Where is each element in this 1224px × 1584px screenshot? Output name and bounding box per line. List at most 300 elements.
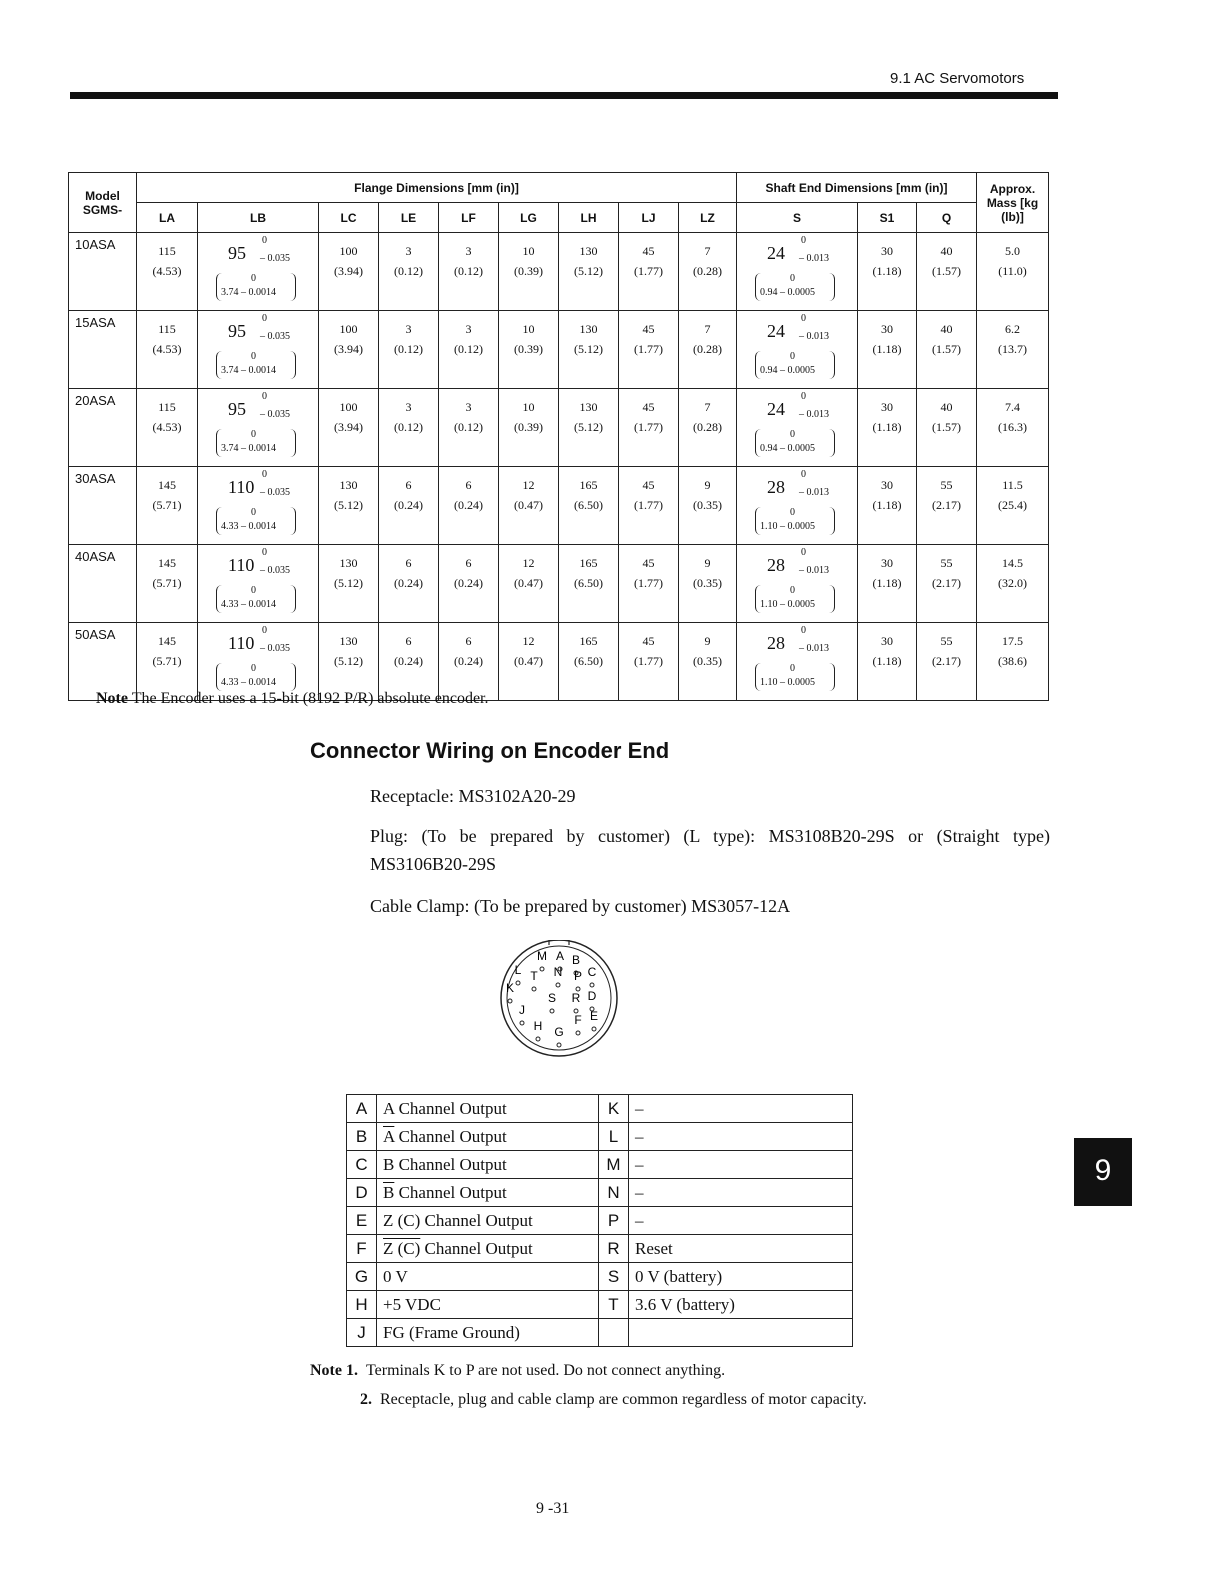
upper-tolerance: 0 xyxy=(262,235,267,246)
inch-value: (2.17) xyxy=(932,498,961,512)
column-header-la: LA xyxy=(137,203,198,233)
pin-row xyxy=(347,1151,853,1179)
table-row xyxy=(69,233,1049,311)
cell-le xyxy=(379,467,439,545)
cell-lf xyxy=(439,467,499,545)
cell-s1 xyxy=(858,545,917,623)
pin-hole-h xyxy=(536,1037,540,1041)
nominal-value: 95 xyxy=(228,243,246,263)
cell-lb xyxy=(198,623,319,701)
mm-value: 10 xyxy=(522,400,535,414)
pin-letter xyxy=(599,1319,629,1347)
nominal-value: 28 xyxy=(767,477,785,497)
mm-value: 145 xyxy=(158,634,176,648)
pin-signal: Reset xyxy=(629,1235,853,1263)
signal-text: Channel Output xyxy=(420,1238,533,1258)
inch-value: (5.12) xyxy=(334,654,363,668)
mm-value: 165 xyxy=(579,478,598,492)
pin-signal: – xyxy=(629,1095,853,1123)
pin-row xyxy=(347,1179,853,1207)
signal-overline: Z (C) xyxy=(383,1238,421,1258)
upper-tolerance: 0 xyxy=(801,469,806,480)
inch-value: (0.35) xyxy=(693,576,722,590)
cell-la xyxy=(137,467,198,545)
connector-pin-diagram xyxy=(494,940,624,1060)
pin-row xyxy=(347,1095,853,1123)
cell-lf xyxy=(439,545,499,623)
signal-text: Channel Output xyxy=(394,1182,507,1202)
cell-lf xyxy=(439,389,499,467)
inch-lower: 4.33 – 0.0014 xyxy=(221,521,276,532)
inch-value: (1.77) xyxy=(634,420,663,434)
inch-value: (1.57) xyxy=(932,342,961,356)
pin-letter: B xyxy=(347,1123,377,1151)
signal-text: Channel Output xyxy=(394,1126,507,1146)
mm-value: 130 xyxy=(579,322,598,336)
inch-value: (5.71) xyxy=(152,498,182,512)
table-row xyxy=(69,311,1049,389)
inch-tolerance xyxy=(755,273,835,301)
inch-value: (32.0) xyxy=(998,576,1027,590)
mm-value: 100 xyxy=(339,244,358,258)
cell-lb xyxy=(198,233,319,311)
cell-lc xyxy=(319,623,379,701)
mm-value: 100 xyxy=(339,400,358,414)
column-header-lh: LH xyxy=(559,203,619,233)
mm-value: 12 xyxy=(522,556,535,570)
pin-row xyxy=(347,1291,853,1319)
upper-tolerance: 0 xyxy=(262,547,267,558)
mm-value: 5.0 xyxy=(1005,244,1020,258)
flange-header: Flange Dimensions [mm (in)] xyxy=(137,173,737,203)
column-header-lb: LB xyxy=(198,203,319,233)
cell-lg xyxy=(499,389,559,467)
inch-upper: 0 xyxy=(251,585,256,596)
cell-mass xyxy=(977,545,1049,623)
cell-lb xyxy=(198,467,319,545)
inch-value: (5.12) xyxy=(574,264,603,278)
cell-le xyxy=(379,389,439,467)
inch-value: (1.18) xyxy=(872,576,902,590)
model-cell: 30ASA xyxy=(69,467,137,545)
pin-hole-k xyxy=(508,999,512,1003)
cell-lg xyxy=(499,545,559,623)
inch-value: (1.18) xyxy=(872,498,902,512)
pin-label-m: M xyxy=(537,949,547,963)
cell-la xyxy=(137,233,198,311)
note-1-label: Note 1. xyxy=(310,1362,358,1379)
mm-value: 30 xyxy=(881,634,893,648)
pin-signal xyxy=(377,1095,599,1123)
cell-lb xyxy=(198,389,319,467)
mm-value: 6 xyxy=(405,634,412,648)
pin-letter: K xyxy=(599,1095,629,1123)
mm-value: 145 xyxy=(158,556,176,570)
inch-value: (5.12) xyxy=(574,342,603,356)
cell-q xyxy=(917,233,977,311)
inch-value: (0.28) xyxy=(693,420,722,434)
mm-value: 115 xyxy=(158,322,176,336)
upper-tolerance: 0 xyxy=(262,313,267,324)
pin-letter: F xyxy=(347,1235,377,1263)
inch-lower: 0.94 – 0.0005 xyxy=(760,287,815,298)
inch-value: (0.47) xyxy=(514,576,543,590)
mm-value: 6 xyxy=(465,478,472,492)
nominal-value: 95 xyxy=(228,321,246,341)
inch-value: (4.53) xyxy=(152,342,182,356)
signal-text: FG (Frame Ground) xyxy=(383,1322,520,1342)
cell-s xyxy=(737,233,858,311)
inch-value: (0.24) xyxy=(454,654,483,668)
cell-lj xyxy=(619,311,679,389)
lower-tolerance: – 0.035 xyxy=(260,409,290,420)
pin-letter: E xyxy=(347,1207,377,1235)
cell-lg xyxy=(499,623,559,701)
mm-value: 165 xyxy=(579,556,598,570)
pin-signal: – xyxy=(629,1179,853,1207)
pin-signal xyxy=(377,1123,599,1151)
inch-value: (25.4) xyxy=(998,498,1027,512)
inch-value: (0.24) xyxy=(394,576,423,590)
mm-value: 130 xyxy=(339,478,358,492)
mm-value: 145 xyxy=(158,478,176,492)
column-header-le: LE xyxy=(379,203,439,233)
pin-signal xyxy=(377,1179,599,1207)
pin-signal: – xyxy=(629,1151,853,1179)
column-header-lg: LG xyxy=(499,203,559,233)
cell-la xyxy=(137,311,198,389)
mm-value: 3 xyxy=(465,244,472,258)
nominal-value: 28 xyxy=(767,555,785,575)
mm-value: 115 xyxy=(158,400,176,414)
note-text: The Encoder uses a 15-bit (8192 P/R) absolute encoder. xyxy=(131,690,489,707)
pin-letter: J xyxy=(347,1319,377,1347)
cell-s xyxy=(737,545,858,623)
inch-value: (4.53) xyxy=(152,420,182,434)
inch-value: (0.35) xyxy=(693,654,722,668)
cell-mass xyxy=(977,389,1049,467)
pin-letter: D xyxy=(347,1179,377,1207)
mm-value: 6 xyxy=(405,478,412,492)
pin-hole-g xyxy=(557,1043,561,1047)
mass-header: Approx. Mass [kg (lb)] xyxy=(977,173,1049,233)
upper-tolerance: 0 xyxy=(801,313,806,324)
signal-text: 0 V xyxy=(383,1266,408,1286)
inch-upper: 0 xyxy=(251,273,256,284)
inch-value: (0.47) xyxy=(514,654,543,668)
cell-la xyxy=(137,545,198,623)
inch-value: (5.12) xyxy=(334,576,363,590)
mm-value: 55 xyxy=(940,556,953,570)
header-rule xyxy=(70,92,1058,99)
cell-le xyxy=(379,311,439,389)
model-cell: 10ASA xyxy=(69,233,137,311)
cell-lb xyxy=(198,545,319,623)
inch-value: (1.77) xyxy=(634,576,663,590)
mm-value: 9 xyxy=(704,478,711,492)
upper-tolerance: 0 xyxy=(801,235,806,246)
nominal-value: 24 xyxy=(767,321,785,341)
mm-value: 7.4 xyxy=(1005,400,1020,414)
mm-value: 130 xyxy=(579,400,598,414)
cell-lz xyxy=(679,389,737,467)
cell-la xyxy=(137,623,198,701)
note-1 xyxy=(310,1362,725,1380)
inch-value: (1.77) xyxy=(634,498,663,512)
mm-value: 6.2 xyxy=(1005,322,1020,336)
cell-lc xyxy=(319,311,379,389)
pin-label-k: K xyxy=(505,981,515,995)
lower-tolerance: – 0.013 xyxy=(799,253,829,264)
mm-value: 40 xyxy=(940,244,953,258)
cell-q xyxy=(917,545,977,623)
inch-lower: 3.74 – 0.0014 xyxy=(221,365,276,376)
pin-hole-c xyxy=(590,983,594,987)
cell-lb xyxy=(198,311,319,389)
cell-q xyxy=(917,623,977,701)
pin-label-a: A xyxy=(555,949,565,963)
inch-value: (0.12) xyxy=(394,420,423,434)
table-row xyxy=(69,389,1049,467)
cell-lf xyxy=(439,233,499,311)
inch-lower: 0.94 – 0.0005 xyxy=(760,443,815,454)
inch-tolerance xyxy=(755,429,835,457)
inch-value: (11.0) xyxy=(998,264,1027,278)
mm-value: 30 xyxy=(881,322,893,336)
mm-value: 165 xyxy=(579,634,598,648)
cell-lc xyxy=(319,467,379,545)
table-row xyxy=(69,623,1049,701)
inch-tolerance xyxy=(755,507,835,535)
column-header-lc: LC xyxy=(319,203,379,233)
cell-le xyxy=(379,233,439,311)
mm-value: 130 xyxy=(579,244,598,258)
inch-value: (0.39) xyxy=(514,420,543,434)
inch-value: (0.28) xyxy=(693,342,722,356)
pin-row xyxy=(347,1123,853,1151)
plug-text: Plug: (To be prepared by customer) (L type): MS3108B20-29S or (Straight type) MS3106B20-29S xyxy=(370,826,1050,874)
inch-lower: 1.10 – 0.0005 xyxy=(760,521,815,532)
inch-value: (16.3) xyxy=(998,420,1027,434)
inch-value: (0.24) xyxy=(394,498,423,512)
mm-value: 130 xyxy=(339,556,358,570)
column-header-lz: LZ xyxy=(679,203,737,233)
pin-assignment-table xyxy=(346,1094,853,1347)
pin-hole-l xyxy=(516,981,520,985)
mm-value: 3 xyxy=(405,244,412,258)
cell-lz xyxy=(679,545,737,623)
dimensions-table xyxy=(68,172,1049,701)
inch-value: (3.94) xyxy=(334,420,363,434)
lower-tolerance: – 0.013 xyxy=(799,643,829,654)
cell-mass xyxy=(977,467,1049,545)
cell-lc xyxy=(319,389,379,467)
inch-tolerance xyxy=(216,351,296,379)
pin-hole-m xyxy=(540,967,544,971)
column-header-lf: LF xyxy=(439,203,499,233)
inch-value: (0.12) xyxy=(454,420,483,434)
inch-tolerance xyxy=(216,429,296,457)
inch-value: (6.50) xyxy=(574,654,603,668)
inch-value: (0.24) xyxy=(394,654,423,668)
mm-value: 45 xyxy=(642,478,655,492)
signal-text: Z (C) Channel Output xyxy=(383,1210,533,1230)
nominal-value: 110 xyxy=(228,477,255,497)
cell-lc xyxy=(319,233,379,311)
table-row xyxy=(69,467,1049,545)
model-cell: 20ASA xyxy=(69,389,137,467)
inch-upper: 0 xyxy=(790,663,795,674)
inch-value: (0.28) xyxy=(693,264,722,278)
model-cell: 40ASA xyxy=(69,545,137,623)
cell-s xyxy=(737,623,858,701)
cell-lg xyxy=(499,467,559,545)
signal-overline: $\overline{A}$ xyxy=(383,1126,395,1146)
inch-value: (6.50) xyxy=(574,576,603,590)
pin-signal xyxy=(629,1319,853,1347)
column-header-q: Q xyxy=(917,203,977,233)
pin-row xyxy=(347,1235,853,1263)
pin-letter: A xyxy=(347,1095,377,1123)
inch-value: (0.12) xyxy=(454,264,483,278)
lower-tolerance: – 0.013 xyxy=(799,409,829,420)
inch-value: (4.53) xyxy=(152,264,182,278)
mm-value: 30 xyxy=(881,478,893,492)
pin-signal xyxy=(377,1291,599,1319)
pin-label-g: G xyxy=(554,1025,564,1039)
inch-upper: 0 xyxy=(251,507,256,518)
inch-tolerance xyxy=(216,507,296,535)
inch-upper: 0 xyxy=(790,351,795,362)
cell-le xyxy=(379,545,439,623)
pin-label-f: F xyxy=(574,1013,582,1027)
inch-value: (0.39) xyxy=(514,342,543,356)
cell-lz xyxy=(679,623,737,701)
inch-value: (5.12) xyxy=(574,420,603,434)
lower-tolerance: – 0.013 xyxy=(799,331,829,342)
pin-letter: N xyxy=(599,1179,629,1207)
cell-lz xyxy=(679,233,737,311)
mm-value: 7 xyxy=(704,244,711,258)
inch-value: (1.18) xyxy=(872,420,902,434)
mm-value: 3 xyxy=(405,400,412,414)
lower-tolerance: – 0.035 xyxy=(260,643,290,654)
cell-q xyxy=(917,311,977,389)
pin-letter: G xyxy=(347,1263,377,1291)
cell-lh xyxy=(559,467,619,545)
inch-upper: 0 xyxy=(251,429,256,440)
mm-value: 30 xyxy=(881,556,893,570)
model-header: Model SGMS- xyxy=(69,173,137,233)
cell-lj xyxy=(619,233,679,311)
inch-tolerance xyxy=(216,273,296,301)
mm-value: 3 xyxy=(465,400,472,414)
inch-value: (5.12) xyxy=(334,498,363,512)
inch-value: (5.71) xyxy=(152,576,182,590)
cell-lc xyxy=(319,545,379,623)
note-label: Note xyxy=(96,690,128,707)
upper-tolerance: 0 xyxy=(801,625,806,636)
pin-signal xyxy=(377,1319,599,1347)
inch-value: (0.47) xyxy=(514,498,543,512)
pin-label-r: R xyxy=(571,991,581,1005)
mm-value: 3 xyxy=(465,322,472,336)
mm-value: 45 xyxy=(642,556,655,570)
inch-value: (1.18) xyxy=(872,264,902,278)
cell-lh xyxy=(559,233,619,311)
inch-value: (0.35) xyxy=(693,498,722,512)
inch-tolerance xyxy=(216,585,296,613)
pin-letter: M xyxy=(599,1151,629,1179)
mm-value: 10 xyxy=(522,322,535,336)
cell-q xyxy=(917,467,977,545)
chapter-tab: 9 xyxy=(1074,1138,1132,1206)
inch-upper: 0 xyxy=(251,351,256,362)
mm-value: 45 xyxy=(642,322,655,336)
inch-value: (0.24) xyxy=(454,498,483,512)
inch-value: (0.12) xyxy=(394,342,423,356)
pin-letter: S xyxy=(599,1263,629,1291)
mm-value: 9 xyxy=(704,634,711,648)
mm-value: 12 xyxy=(522,478,535,492)
inch-value: (1.57) xyxy=(932,264,961,278)
inch-value: (1.18) xyxy=(872,342,902,356)
mm-value: 17.5 xyxy=(1002,634,1023,648)
cell-lj xyxy=(619,545,679,623)
pin-label-j: J xyxy=(519,1003,525,1017)
pin-letter: P xyxy=(599,1207,629,1235)
cell-lh xyxy=(559,623,619,701)
inch-value: (0.24) xyxy=(454,576,483,590)
lower-tolerance: – 0.013 xyxy=(799,565,829,576)
column-header-lj: LJ xyxy=(619,203,679,233)
inch-value: (0.12) xyxy=(454,342,483,356)
pin-label-s: S xyxy=(547,991,557,1005)
cell-lh xyxy=(559,545,619,623)
mm-value: 10 xyxy=(522,244,535,258)
inch-lower: 3.74 – 0.0014 xyxy=(221,287,276,298)
mm-value: 14.5 xyxy=(1002,556,1023,570)
inch-lower: 1.10 – 0.0005 xyxy=(760,599,815,610)
table-row xyxy=(69,545,1049,623)
cell-lh xyxy=(559,311,619,389)
cell-lf xyxy=(439,623,499,701)
inch-lower: 0.94 – 0.0005 xyxy=(760,365,815,376)
pin-label-p: P xyxy=(573,969,583,983)
pin-label-t: T xyxy=(530,969,538,983)
inch-value: (1.77) xyxy=(634,654,663,668)
pin-row xyxy=(347,1207,853,1235)
pin-hole-t xyxy=(532,987,536,991)
model-cell: 15ASA xyxy=(69,311,137,389)
cell-mass xyxy=(977,623,1049,701)
inch-value: (38.6) xyxy=(998,654,1027,668)
cell-s xyxy=(737,311,858,389)
pin-letter: C xyxy=(347,1151,377,1179)
lower-tolerance: – 0.035 xyxy=(260,565,290,576)
cell-lf xyxy=(439,311,499,389)
pin-signal xyxy=(377,1207,599,1235)
cell-lz xyxy=(679,467,737,545)
section-title: Connector Wiring on Encoder End xyxy=(310,738,670,763)
inch-tolerance xyxy=(755,663,835,691)
pin-letter: R xyxy=(599,1235,629,1263)
inch-lower: 4.33 – 0.0014 xyxy=(221,599,276,610)
mm-value: 130 xyxy=(339,634,358,648)
mm-value: 6 xyxy=(465,634,472,648)
mm-value: 3 xyxy=(405,322,412,336)
pin-signal xyxy=(377,1263,599,1291)
